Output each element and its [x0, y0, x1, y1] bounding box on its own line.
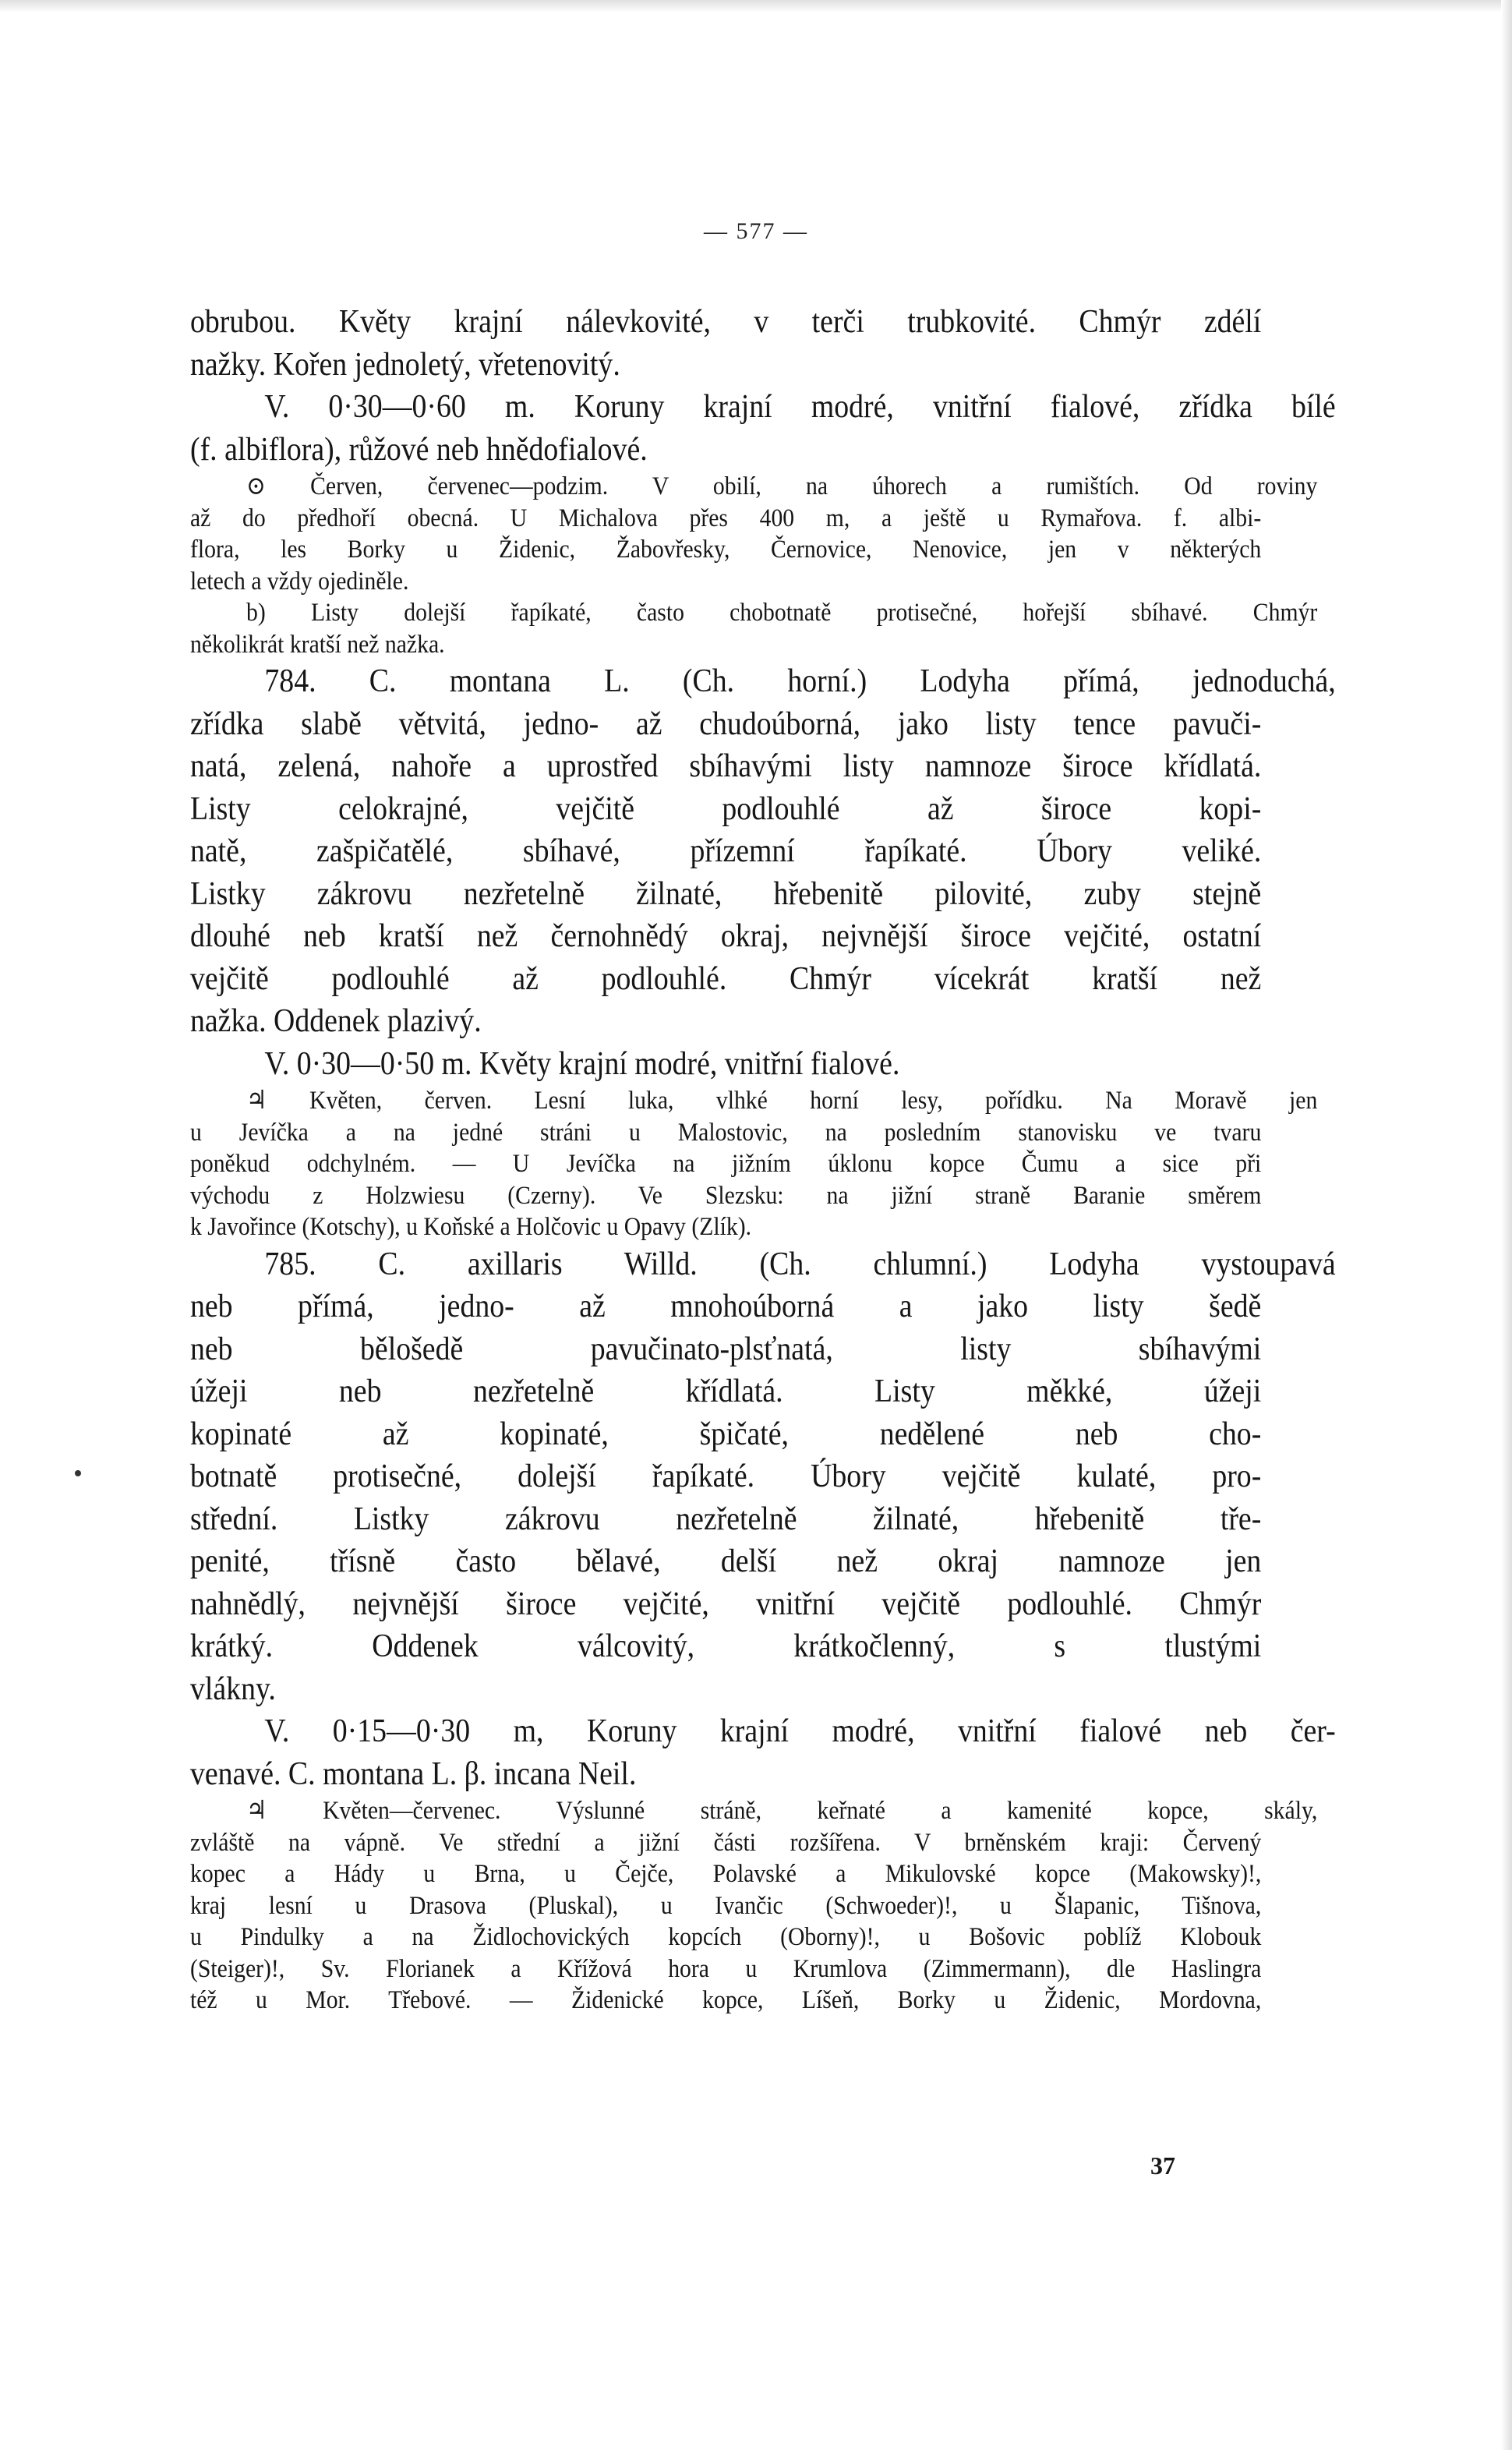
text-line: kopec a Hády u Brna, u Čejče, Polavské a Mikulovské kopce (Makowsky)!,: [190, 1860, 1262, 1888]
text-line: botnatě protisečné, dolejší řapíkaté. Úbory vejčitě kulaté, pro-: [190, 1458, 1262, 1494]
text-line: 785. C. axillaris Willd. (Ch. chlumní.) Lodyha vystoupavá: [264, 1246, 1336, 1282]
margin-mark: [75, 1470, 81, 1476]
text-line: několikrát kratší než nažka.: [190, 630, 445, 659]
text-line: u Jevíčka a na jedné stráni u Malostovic, na posledním stanovisku ve tvaru: [190, 1118, 1262, 1147]
text-line: vejčitě podlouhlé až podlouhlé. Chmýr vícekrát kratší než: [190, 960, 1262, 997]
signature-number: 37: [1150, 2151, 1175, 2180]
text-line: letech a vždy ojediněle.: [190, 567, 409, 596]
text-line: (f. albiflora), růžové neb hnědofialové.: [190, 431, 648, 468]
text-line: poněkud odchylném. — U Jevíčka na jižním úklonu kopce Čumu a sice při: [190, 1150, 1262, 1178]
text-line: V. 0·15—0·30 m, Koruny krajní modré, vnitřní fialové neb čer-: [264, 1713, 1336, 1749]
text-line: nažka. Oddenek plazivý.: [190, 1003, 482, 1039]
text-line: neb bělošedě pavučinato-plsťnatá, listy sbíhavými: [190, 1331, 1262, 1367]
body-text: [190, 301, 1336, 2017]
scan-edge-top: [0, 0, 1512, 12]
text-line: b) Listy dolejší řapíkaté, často chobotnatě protisečné, hořejší sbíhavé. Chmýr: [246, 599, 1318, 627]
text-line: nažky. Kořen jednoletý, vřetenovitý.: [190, 346, 620, 383]
text-line: 784. C. montana L. (Ch. horní.) Lodyha přímá, jednoduchá,: [264, 663, 1336, 699]
text-line: též u Mor. Třebové. — Židenické kopce, Líšeň, Borky u Židenic, Mordovna,: [190, 1986, 1262, 2014]
text-line: V. 0·30—0·50 m. Květy krajní modré, vnitřní fialové.: [264, 1045, 900, 1082]
text-line: až do předhoří obecná. U Michalova přes 400 m, a ještě u Rymařova. f. albi-: [190, 504, 1262, 532]
text-line: nahnědlý, nejvnější široce vejčité, vnitřní vejčitě podlouhlé. Chmýr: [190, 1586, 1262, 1622]
text-line: u Pindulky a na Židlochovických kopcích (Oborny)!, u Bošovic poblíž Klobouk: [190, 1923, 1262, 1951]
text-line: dlouhé neb kratší než černohnědý okraj, nejvnější široce vejčité, ostatní: [190, 918, 1262, 954]
text-line: obrubou. Květy krajní nálevkovité, v terči trubkovité. Chmýr zdélí: [190, 304, 1262, 340]
text-line: vlákny.: [190, 1670, 276, 1707]
text-line: ⊙ Červen, červenec—podzim. V obilí, na úhorech a rumištích. Od roviny: [246, 472, 1318, 500]
text-line: natá, zelená, nahoře a uprostřed sbíhavými listy namnoze široce křídlatá.: [190, 748, 1262, 784]
text-line: ♃ Květen—červenec. Výslunné stráně, keřnaté a kamenité kopce, skály,: [246, 1797, 1318, 1825]
text-line: flora, les Borky u Židenic, Žabovřesky, Černovice, Nenovice, jen v některých: [190, 536, 1262, 564]
text-line: (Steiger)!, Sv. Florianek a Křížová hora u Krumlova (Zimmermann), dle Haslingra: [190, 1954, 1262, 1983]
text-line: krátký. Oddenek válcovitý, krátkočlenný, s tlustými: [190, 1628, 1262, 1664]
page-number: — 577 —: [704, 218, 808, 244]
text-line: úžeji neb nezřetelně křídlatá. Listy měkké, úžeji: [190, 1373, 1262, 1409]
text-line: neb přímá, jedno- až mnohoúborná a jako listy šedě: [190, 1289, 1262, 1324]
text-line: natě, zašpičatělé, sbíhavé, přízemní řapíkaté. Úbory veliké.: [190, 833, 1262, 869]
scan-edge-right: [1501, 0, 1512, 2450]
text-line: ♃ Květen, červen. Lesní luka, vlhké horní lesy, pořídku. Na Moravě jen: [246, 1087, 1318, 1115]
text-line: V. 0·30—0·60 m. Koruny krajní modré, vnitřní fialové, zřídka bílé: [264, 389, 1336, 425]
text-line: zvláště na vápně. Ve střední a jižní části rozšířena. V brněnském kraji: Červený: [190, 1828, 1262, 1857]
text-line: penité, třísně často bělavé, delší než okraj namnoze jen: [190, 1543, 1262, 1579]
text-line: kraj lesní u Drasova (Pluskal), u Ivančic (Schwoeder)!, u Šlapanic, Tišnova,: [190, 1891, 1262, 1920]
text-line: zřídka slabě větvitá, jedno- až chudoúborná, jako listy tence pavuči-: [190, 705, 1262, 742]
text-line: k Javořince (Kotschy), u Koňské a Holčovic u Opavy (Zlík).: [190, 1213, 752, 1241]
text-line: venavé. C. montana L. β. incana Neil.: [190, 1755, 637, 1792]
text-line: Listky zákrovu nezřetelně žilnaté, hřebenitě pilovité, zuby stejně: [190, 875, 1262, 912]
text-line: východu z Holzwiesu (Czerny). Ve Slezsku: na jižní straně Baranie směrem: [190, 1181, 1262, 1210]
text-line: Listy celokrajné, vejčitě podlouhlé až široce kopi-: [190, 790, 1262, 827]
text-line: střední. Listky zákrovu nezřetelně žilnaté, hřebenitě tře-: [190, 1501, 1262, 1537]
text-line: kopinaté až kopinaté, špičaté, nedělené neb cho-: [190, 1416, 1262, 1452]
